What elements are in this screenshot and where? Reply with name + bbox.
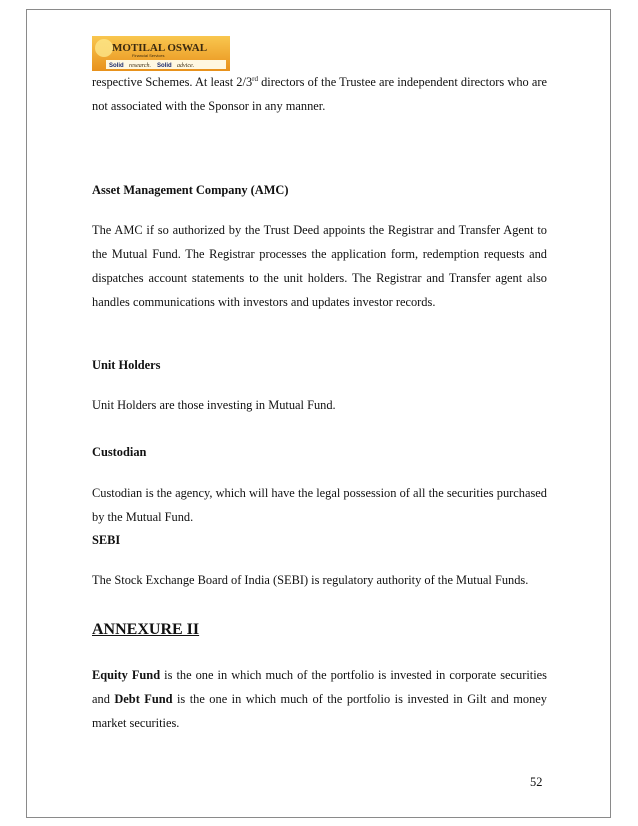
logo-tagline-1: Solid xyxy=(109,63,124,69)
logo-brand: MOTILAL OSWAL xyxy=(112,42,208,54)
logo-tagline-3: Solid xyxy=(157,63,172,69)
motilal-oswal-logo xyxy=(92,36,230,71)
page-number: 52 xyxy=(530,775,543,789)
annexure-heading: ANNEXURE II xyxy=(92,621,200,638)
amc-paragraph: The AMC if so authorized by the Trust Deed appoints the Registrar and Transfer Agent to the Mutual Fund. The Registrar processes the application form, redemption requests and dispatches account statements to the unit holders. The Registrar and Transfer agent also handles communications with investors and updates investor records. xyxy=(92,223,547,309)
logo-tagline-4: advice. xyxy=(177,63,195,69)
trustee-paragraph: respective Schemes. At least 2/3rd directors of the Trustee are independent directors who are not associated with the Sponsor in any manner. xyxy=(92,75,547,113)
unit-holders-heading: Unit Holders xyxy=(92,358,161,372)
fund-types-paragraph: Equity Fund is the one in which much of the portfolio is invested in corporate securities and Debt Fund is the one in which much of the portfolio is invested in Gilt and money market securities. xyxy=(92,668,548,730)
custodian-heading: Custodian xyxy=(92,445,147,459)
logo-small-text: Financial Services xyxy=(132,53,165,58)
sun-icon xyxy=(95,39,113,57)
amc-heading: Asset Management Company (AMC) xyxy=(92,183,289,197)
sebi-heading: SEBI xyxy=(92,533,121,547)
unit-holders-paragraph: Unit Holders are those investing in Mutual Fund. xyxy=(92,398,336,412)
sebi-paragraph: The Stock Exchange Board of India (SEBI) is regulatory authority of the Mutual Funds. xyxy=(92,573,529,587)
custodian-paragraph: Custodian is the agency, which will have the legal possession of all the securities purchased by the Mutual Fund. xyxy=(92,486,547,524)
logo-tagline-2: research. xyxy=(129,63,152,69)
